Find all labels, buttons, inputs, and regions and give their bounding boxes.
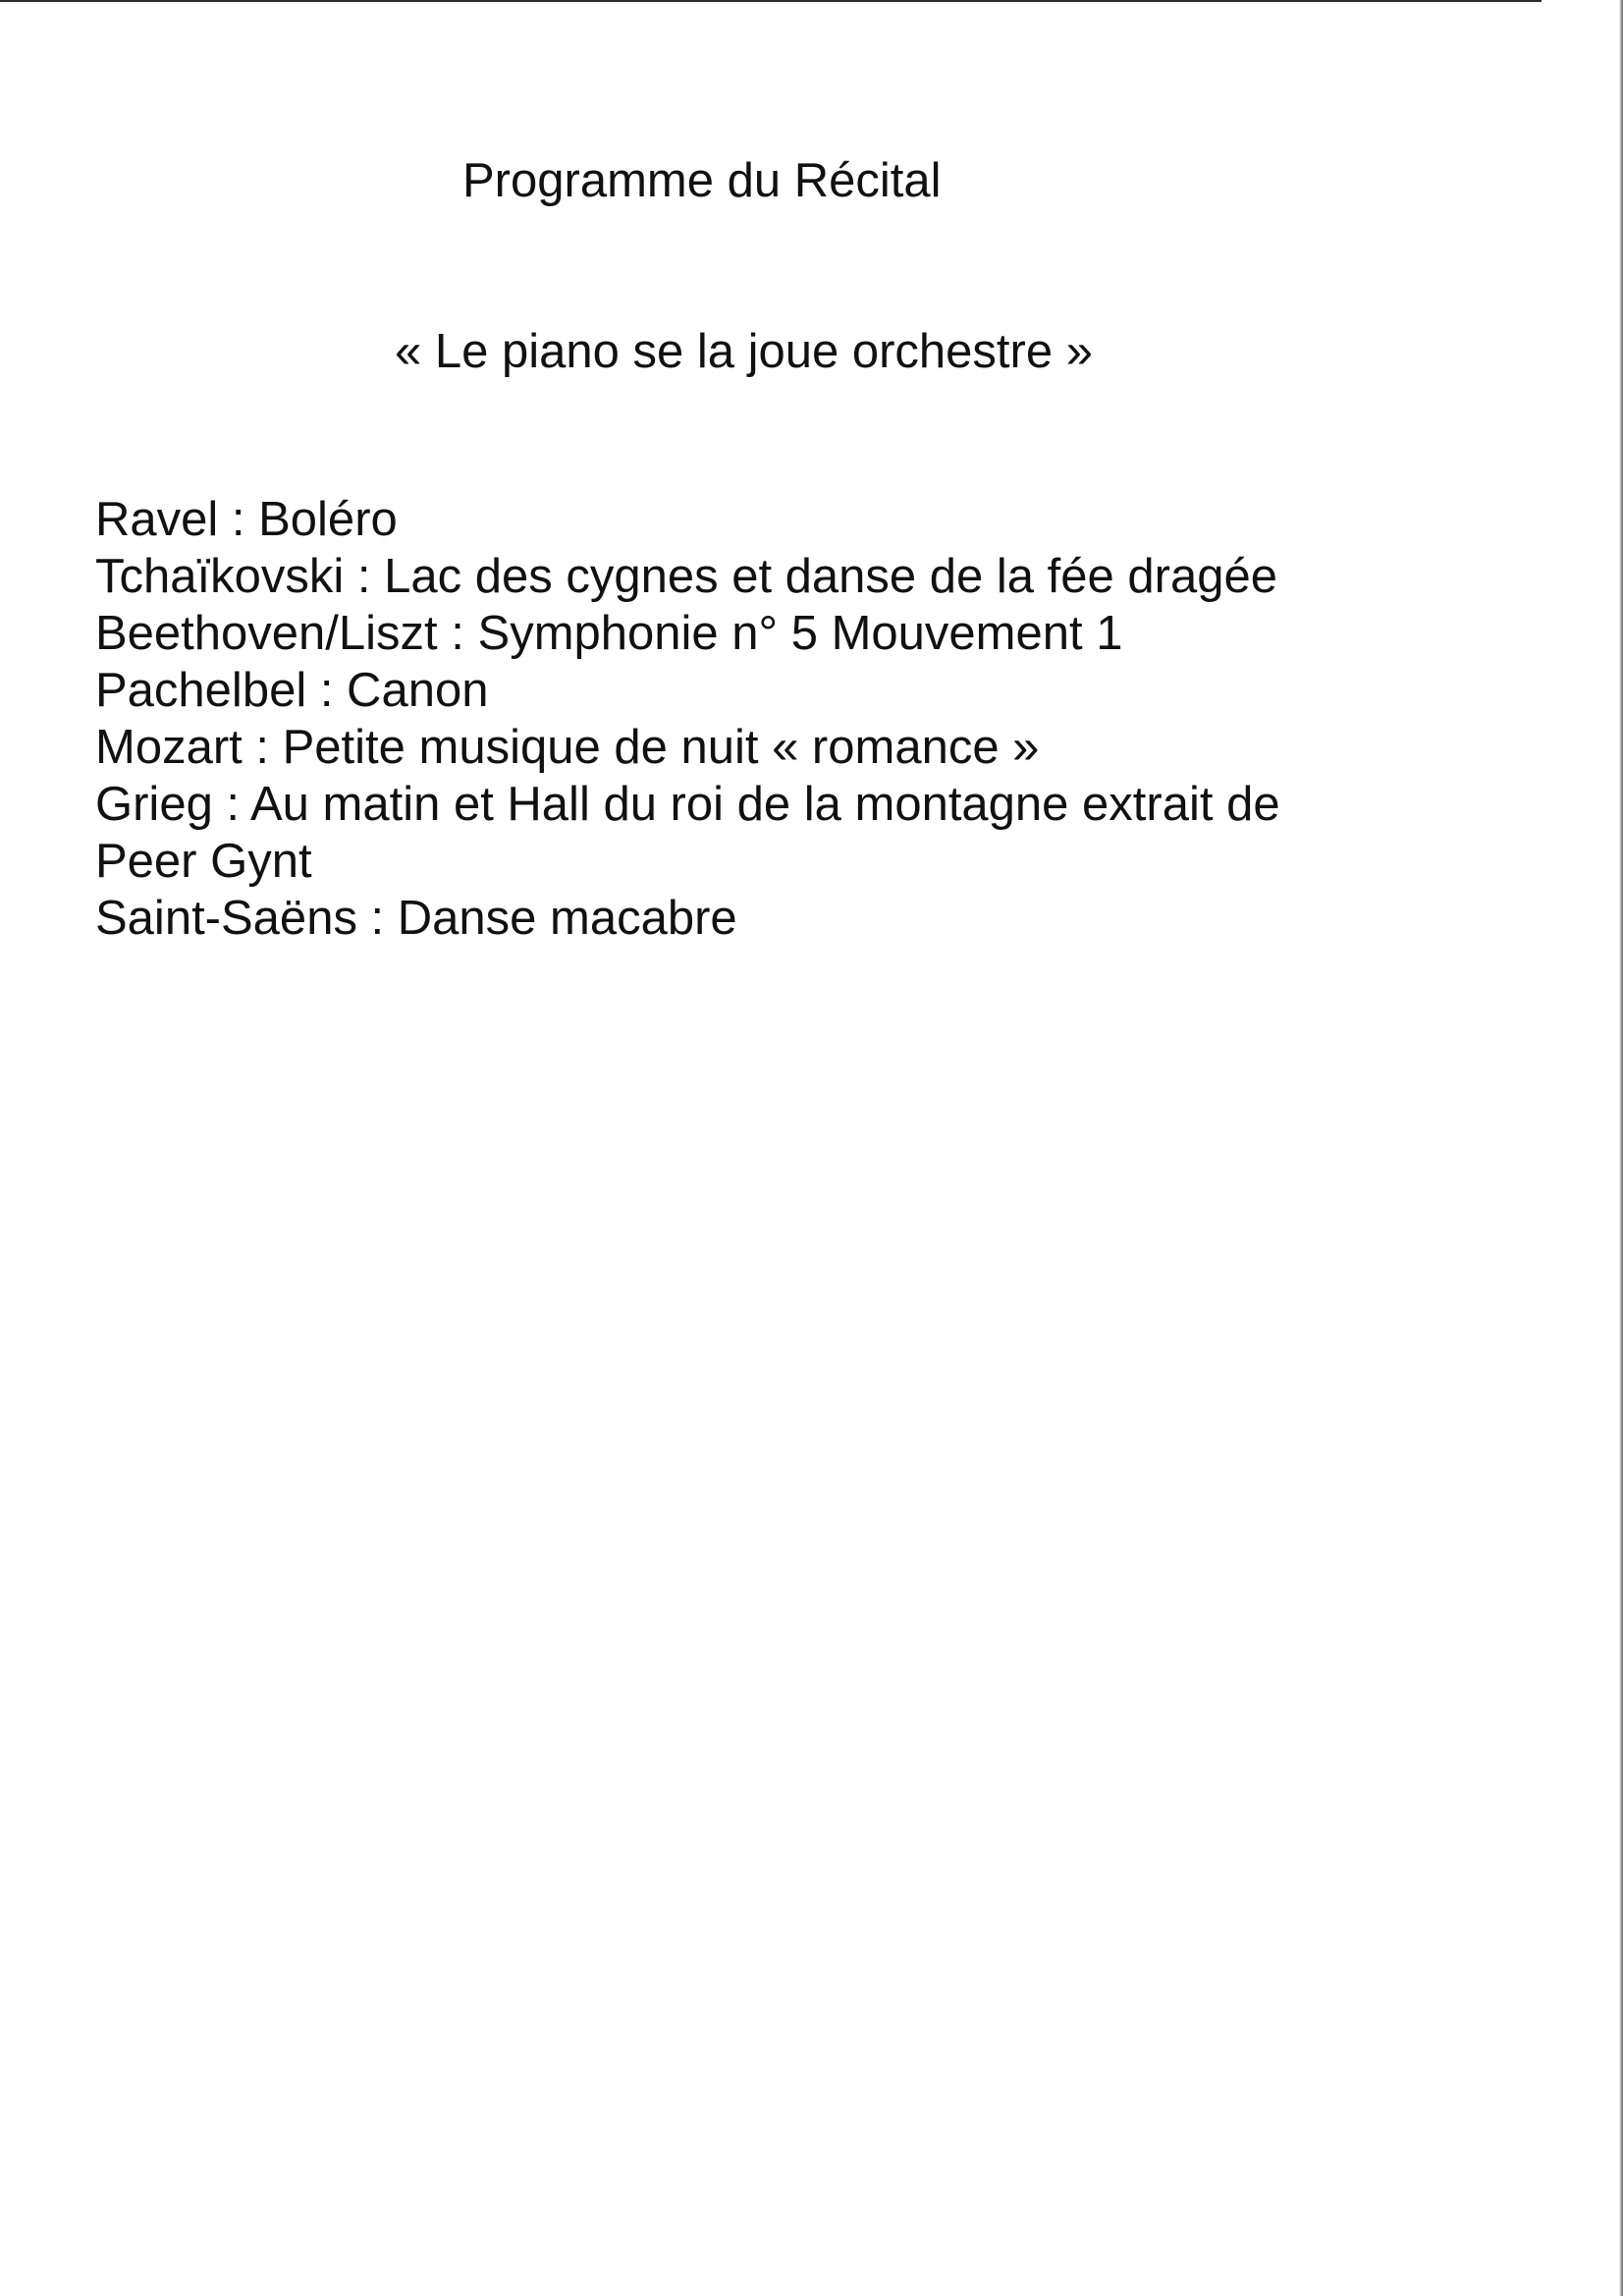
program-item-grieg: Grieg : Au matin et Hall du roi de la montagne extrait de Peer Gynt [95, 778, 1280, 888]
program-list [95, 491, 1352, 947]
program-item-tchaikovski: Tchaïkovski : Lac des cygnes et danse de la fée dragée [95, 550, 1277, 603]
program-item-saint-saens: Saint-Saëns : Danse macabre [95, 892, 737, 945]
scan-edge-right [1619, 0, 1623, 2296]
page-subtitle: « Le piano se la joue orchestre » [395, 325, 1093, 378]
scan-edge-top [0, 0, 1542, 2]
program-item-beethoven-liszt: Beethoven/Liszt : Symphonie n° 5 Mouvement 1 [95, 607, 1123, 660]
program-item-ravel: Ravel : Boléro [95, 493, 398, 546]
program-item-pachelbel: Pachelbel : Canon [95, 664, 489, 717]
program-item-mozart: Mozart : Petite musique de nuit « romance » [95, 721, 1040, 774]
page-title: Programme du Récital [462, 154, 942, 207]
